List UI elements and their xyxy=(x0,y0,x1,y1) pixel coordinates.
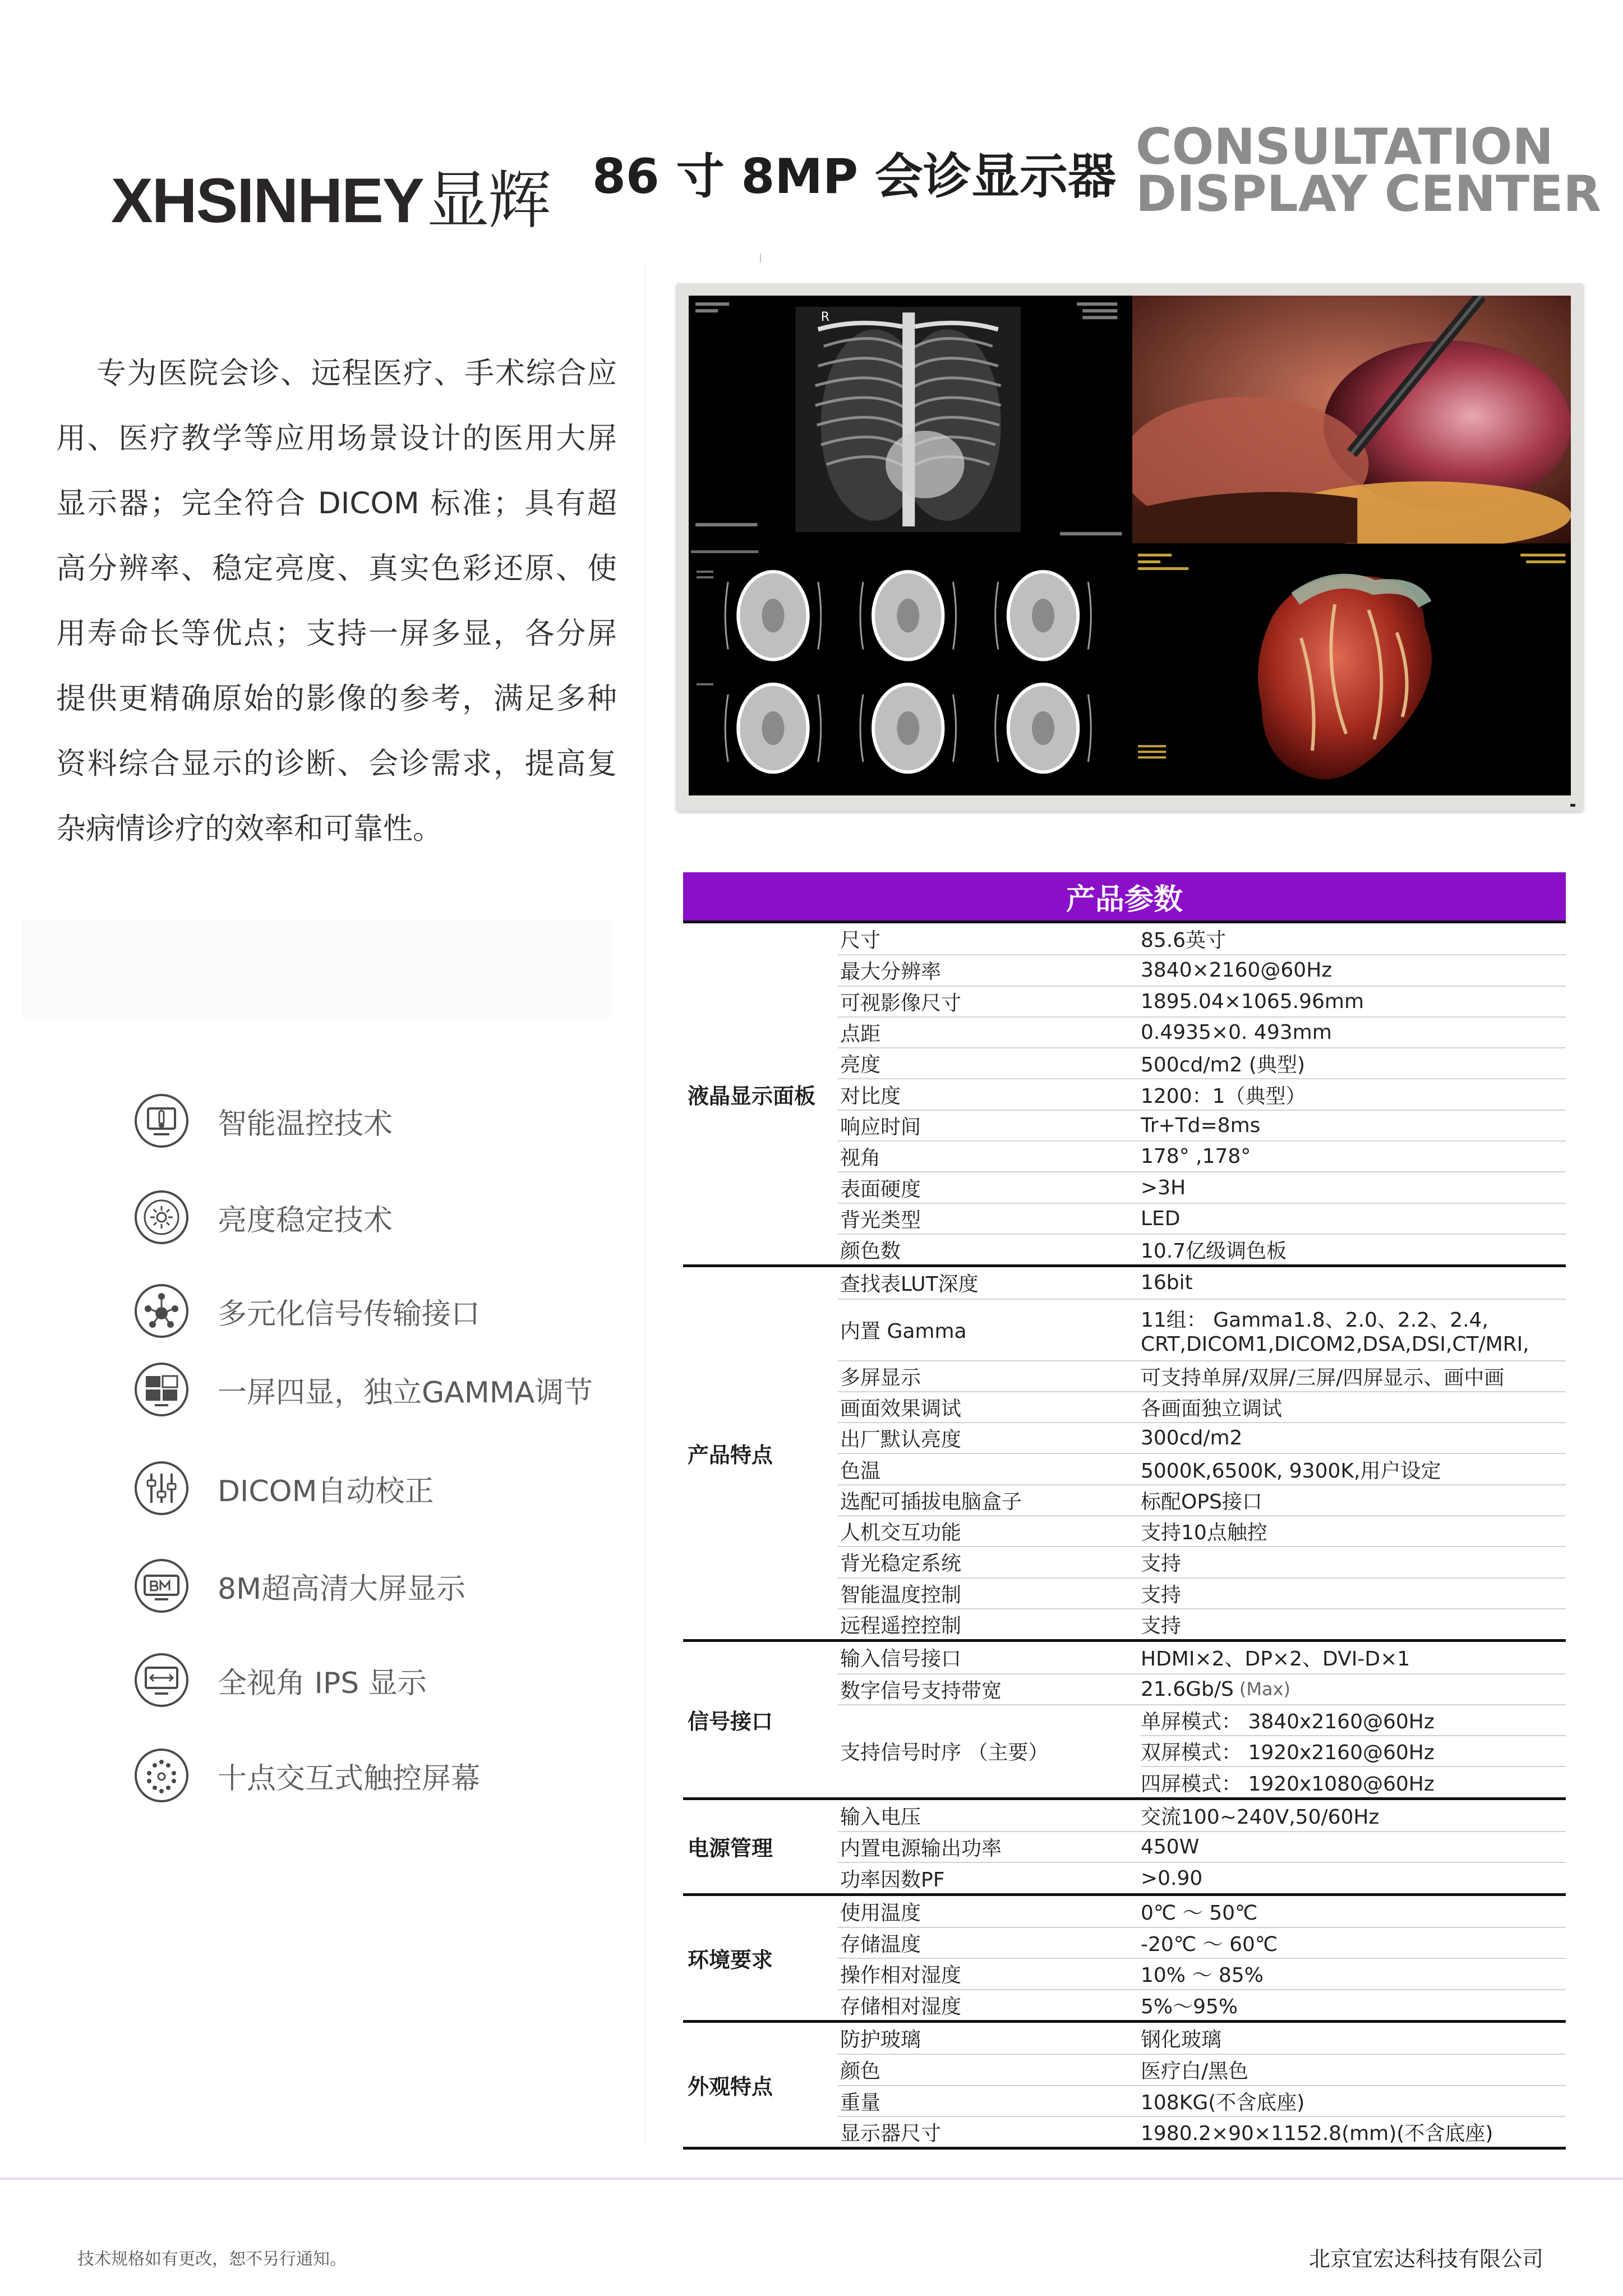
spec-row xyxy=(838,1110,1566,1140)
spec-row xyxy=(838,1360,1566,1391)
spec-row xyxy=(838,1267,1566,1298)
feature-item xyxy=(132,1359,593,1420)
spec-value: 1895.04×1065.96mm xyxy=(1141,990,1364,1013)
spec-row xyxy=(838,2116,1566,2147)
spec-value: 10.7亿级调色板 xyxy=(1141,1240,1287,1263)
spec-row xyxy=(838,1422,1566,1453)
heart-3d-image xyxy=(1132,548,1571,796)
surgical-endoscopy-pane xyxy=(1132,296,1571,544)
spec-row xyxy=(838,1673,1566,1704)
spec-row xyxy=(838,1927,1566,1958)
spec-group-appearance xyxy=(683,2023,1566,2150)
spec-key: 内置 Gamma xyxy=(840,1320,967,1343)
feature-label: 亮度稳定技术 xyxy=(218,1203,393,1237)
spec-value: 300cd/m2 xyxy=(1141,1427,1243,1450)
surgical-endoscopy-image xyxy=(1132,296,1571,544)
blank-panel xyxy=(22,920,611,1019)
brain-ct-grid-image xyxy=(689,548,1128,796)
spec-value: HDMI×2、DP×2、DVI-D×1 xyxy=(1141,1648,1410,1671)
spec-key: 出厂默认亮度 xyxy=(840,1428,962,1452)
spec-value: 标配OPS接口 xyxy=(1141,1490,1262,1513)
spec-value: 1980.2×90×1152.8(mm)(不含底座) xyxy=(1141,2122,1493,2145)
spec-group-name: 产品特点 xyxy=(688,1443,773,1468)
spec-key: 可视影像尺寸 xyxy=(840,991,962,1015)
power-indicator xyxy=(1570,804,1575,807)
feature-item xyxy=(132,1745,480,1806)
spec-row xyxy=(838,1608,1566,1639)
spec-table-title: 产品参数 xyxy=(683,872,1566,921)
spec-key: 多屏显示 xyxy=(840,1366,921,1389)
spec-group-name: 外观特点 xyxy=(688,2074,773,2099)
spec-value: 16bit xyxy=(1141,1271,1193,1295)
spec-group-name: 电源管理 xyxy=(688,1836,773,1861)
spec-group-power xyxy=(683,1800,1566,1896)
monitor-screen xyxy=(689,296,1571,795)
spec-value: 支持 xyxy=(1141,1552,1182,1576)
spec-key: 显示器尺寸 xyxy=(840,2122,942,2145)
spec-key: 存储相对湿度 xyxy=(840,1995,962,2018)
spec-key: 远程遥控控制 xyxy=(840,1614,962,1638)
spec-row xyxy=(838,1078,1566,1109)
spec-key: 使用温度 xyxy=(840,1901,921,1925)
spec-group-name: 液晶显示面板 xyxy=(688,1083,816,1108)
spec-key: 数字信号支持带宽 xyxy=(840,1679,1002,1703)
feature-label: 十点交互式触控屏幕 xyxy=(218,1761,481,1796)
spec-row xyxy=(838,1546,1566,1577)
spec-key: 输入信号接口 xyxy=(840,1648,962,1671)
spec-key: 最大分辨率 xyxy=(840,960,942,984)
spec-key: 内置电源输出功率 xyxy=(840,1837,1002,1861)
spec-key: 尺寸 xyxy=(840,929,881,953)
brand-name-en: XHSINHEY xyxy=(111,165,423,236)
brand-logo xyxy=(111,150,550,241)
spec-key: 颜色 xyxy=(840,2060,881,2083)
spec-key: 重量 xyxy=(840,2091,881,2114)
spec-group-lcd xyxy=(683,923,1566,1267)
feature-item xyxy=(132,1555,465,1617)
spec-row xyxy=(838,1515,1566,1546)
spec-row xyxy=(838,1453,1566,1484)
spec-key: 表面硬度 xyxy=(840,1177,921,1201)
spec-row xyxy=(838,954,1566,985)
spec-row xyxy=(838,1171,1566,1202)
spec-row xyxy=(838,923,1566,954)
footer-rule xyxy=(0,2178,1623,2180)
signal-hub-icon xyxy=(132,1282,191,1340)
spec-key: 画面效果调试 xyxy=(840,1397,962,1420)
spec-key: 功率因数PF xyxy=(840,1868,945,1892)
timing-mode: 双屏模式： 1920x2160@60Hz xyxy=(1141,1735,1566,1766)
spec-row xyxy=(838,1704,1566,1797)
spec-group-signal xyxy=(683,1642,1566,1800)
product-title: 86 寸 8MP 会诊显示器 xyxy=(592,149,1116,205)
spec-value: 5%～95% xyxy=(1141,1995,1238,2018)
spec-value: Tr+Td=8ms xyxy=(1141,1114,1261,1137)
spec-row xyxy=(838,1862,1566,1893)
spec-key: 点距 xyxy=(840,1023,881,1046)
feature-item xyxy=(132,1457,434,1519)
spec-key: 防护玻璃 xyxy=(840,2028,921,2052)
spec-value: 178° ,178° xyxy=(1141,1145,1251,1168)
spec-value: 500cd/m2 (典型) xyxy=(1141,1053,1305,1077)
banner-line-2: DISPLAY CENTER xyxy=(1136,165,1602,223)
sliders-icon xyxy=(132,1459,191,1517)
spec-row xyxy=(838,1203,1566,1234)
spec-value: 450W xyxy=(1141,1835,1200,1859)
spec-key: 对比度 xyxy=(840,1084,901,1108)
spec-group-name: 环境要求 xyxy=(688,1947,773,1972)
footer-note: 技术规格如有更改，恕不另行通知。 xyxy=(77,2249,347,2269)
chest-xray-image xyxy=(689,296,1128,544)
spec-row xyxy=(838,2085,1566,2116)
banner-line-1: CONSULTATION xyxy=(1136,118,1554,176)
timing-mode: 四屏模式： 1920x1080@60Hz xyxy=(1141,1766,1566,1797)
spec-key: 视角 xyxy=(840,1147,881,1170)
spec-key: 颜色数 xyxy=(840,1240,901,1263)
spec-value: 可支持单屏/双屏/三屏/四屏显示、画中画 xyxy=(1141,1366,1505,1389)
feature-label: 8M超高清大屏显示 xyxy=(218,1572,465,1606)
spec-value: 108KG(不含底座) xyxy=(1141,2091,1305,2114)
feature-label: 全视角 IPS 显示 xyxy=(218,1666,427,1700)
feature-label: 一屏四显，独立GAMMA调节 xyxy=(218,1375,593,1410)
spec-key: 查找表LUT深度 xyxy=(840,1273,979,1296)
spec-value: >0.90 xyxy=(1141,1866,1203,1890)
spec-value: 5000K,6500K, 9300K,用户设定 xyxy=(1141,1459,1441,1483)
spec-value: LED xyxy=(1141,1207,1181,1230)
spec-row xyxy=(838,1958,1566,1989)
spec-row xyxy=(838,1642,1566,1673)
divider-tick xyxy=(760,254,761,263)
spec-key: 亮度 xyxy=(840,1053,881,1077)
gamma-line-1: 11组： Gamma1.8、2.0、2.2、2.4, xyxy=(1141,1308,1488,1332)
heart-3d-pane xyxy=(1132,548,1571,796)
spec-key: 输入电压 xyxy=(840,1805,921,1829)
spec-row xyxy=(838,1140,1566,1171)
spec-value: 交流100~240V,50/60Hz xyxy=(1141,1805,1380,1829)
spec-value: 各画面独立调试 xyxy=(1141,1397,1283,1420)
spec-row xyxy=(838,1577,1566,1608)
8m-icon xyxy=(132,1557,191,1615)
spec-row xyxy=(838,1800,1566,1831)
touch-points-icon xyxy=(132,1746,191,1805)
spec-value: 10% ～ 85% xyxy=(1141,1964,1264,1987)
spec-row xyxy=(838,1989,1566,2020)
spec-row xyxy=(838,1047,1566,1078)
xray-marker: R xyxy=(820,310,830,325)
spec-key: 背光类型 xyxy=(840,1208,921,1232)
spec-key: 响应时间 xyxy=(840,1115,921,1139)
spec-row xyxy=(838,1299,1566,1360)
spec-value: 支持10点触控 xyxy=(1141,1521,1267,1545)
quad-screen-icon xyxy=(132,1360,191,1419)
thermometer-icon xyxy=(132,1092,191,1150)
brain-ct-pane xyxy=(689,548,1128,796)
spec-value: >3H xyxy=(1141,1176,1186,1199)
spec-value: 0.4935×0. 493mm xyxy=(1141,1021,1332,1045)
feature-label: DICOM自动校正 xyxy=(218,1474,434,1508)
company-name: 北京宜宏达科技有限公司 xyxy=(1309,2247,1544,2271)
gamma-line-2: CRT,DICOM1,DICOM2,DSA,DSI,CT/MRI, xyxy=(1141,1332,1529,1356)
spec-key: 智能温度控制 xyxy=(840,1583,962,1607)
spec-group-name: 信号接口 xyxy=(688,1709,773,1734)
intro-paragraph: 专为医院会诊、远程医疗、手术综合应用、医疗教学等应用场景设计的医用大屏显示器；完全符合 DICOM 标准；具有超高分辨率、稳定亮度、真实色彩还原、使用寿命长等优点；支持一屏多显，各分屏提供更精确原始的影像的参考，满足多种资料综合显示的诊断、会诊需求，提高复杂病情诊疗的效率和可靠性。 xyxy=(56,356,617,846)
spec-group-environment xyxy=(683,1896,1566,2023)
spec-table xyxy=(683,872,1566,2150)
spec-value: 1200：1（典型） xyxy=(1141,1084,1306,1108)
bandwidth-value: 21.6Gb/S xyxy=(1141,1677,1234,1701)
spec-row xyxy=(838,2054,1566,2085)
spec-value: 钢化玻璃 xyxy=(1141,2028,1222,2052)
spec-row xyxy=(838,986,1566,1016)
feature-item xyxy=(132,1186,393,1248)
spec-value xyxy=(1141,1300,1566,1360)
feature-label: 智能温控技术 xyxy=(218,1107,393,1141)
bandwidth-note: (Max) xyxy=(1239,1678,1291,1700)
spec-value: 85.6英寸 xyxy=(1141,929,1227,953)
chest-xray-pane xyxy=(689,296,1128,544)
spec-key: 背光稳定系统 xyxy=(840,1552,962,1576)
feature-item xyxy=(132,1090,393,1152)
spec-key: 选配可插拔电脑盒子 xyxy=(840,1490,1022,1513)
spec-group-features xyxy=(683,1267,1566,1642)
spec-row xyxy=(838,1234,1566,1264)
spec-value: 支持 xyxy=(1141,1614,1182,1638)
spec-value: 3840×2160@60Hz xyxy=(1141,959,1332,982)
spec-value: 0℃ ～ 50℃ xyxy=(1141,1901,1258,1925)
feature-item xyxy=(132,1280,480,1342)
brightness-icon xyxy=(132,1188,191,1246)
monitor-display xyxy=(676,283,1583,811)
spec-key: 色温 xyxy=(840,1459,881,1483)
spec-row xyxy=(838,1391,1566,1422)
spec-key: 存储温度 xyxy=(840,1933,921,1957)
spec-row xyxy=(838,1896,1566,1927)
spec-row xyxy=(838,1831,1566,1862)
timing-mode: 单屏模式： 3840x2160@60Hz xyxy=(1141,1710,1435,1733)
spec-value: -20℃ ～ 60℃ xyxy=(1141,1933,1278,1957)
brand-name-cn: 显辉 xyxy=(426,165,550,236)
feature-item xyxy=(132,1649,427,1711)
spec-row xyxy=(838,2023,1566,2054)
spec-value: 医疗白/黑色 xyxy=(1141,2060,1249,2083)
wide-view-icon xyxy=(132,1651,191,1709)
spec-value: 支持 xyxy=(1141,1583,1182,1607)
spec-key: 人机交互功能 xyxy=(840,1521,962,1545)
banner-title xyxy=(1136,118,1602,223)
spec-value xyxy=(1141,1705,1566,1797)
feature-label: 多元化信号传输接口 xyxy=(218,1297,481,1331)
spec-key: 操作相对湿度 xyxy=(840,1964,962,1987)
spec-key: 支持信号时序 （主要） xyxy=(840,1741,1049,1765)
spec-row xyxy=(838,1484,1566,1515)
spec-row xyxy=(838,1016,1566,1047)
spec-value xyxy=(1141,1674,1566,1704)
